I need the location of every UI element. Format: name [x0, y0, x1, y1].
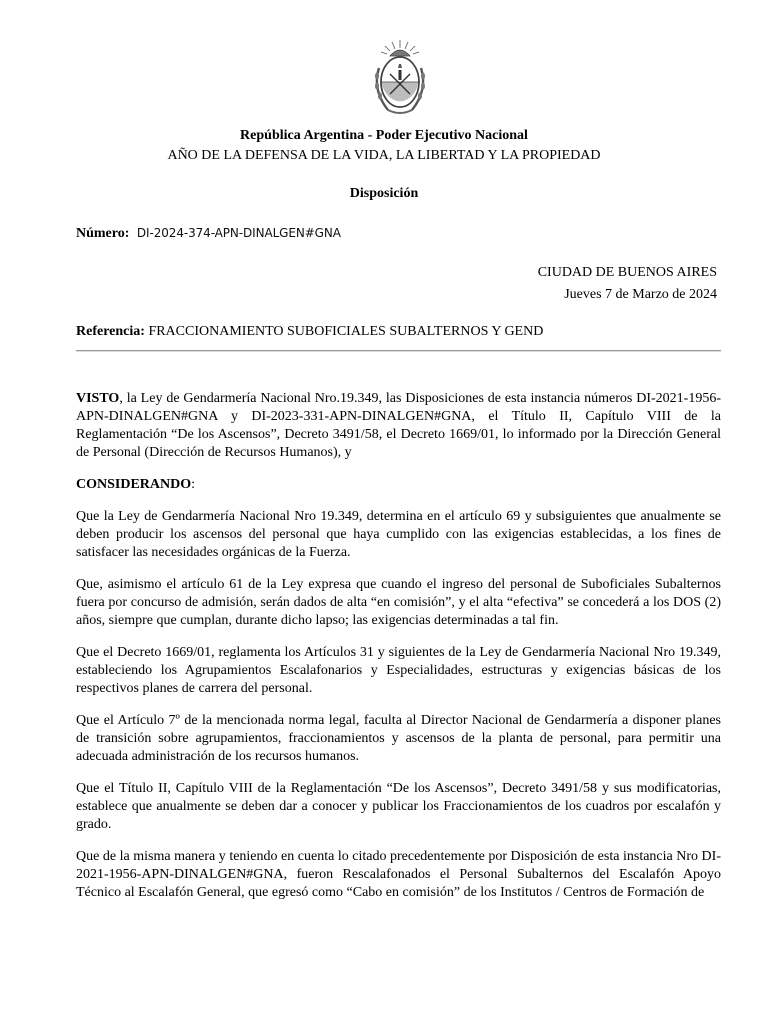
visto-paragraph — [76, 390, 721, 462]
considerando-heading — [76, 476, 721, 494]
document-type: Disposición — [349, 186, 419, 201]
paragraph: Que la Ley de Gendarmería Nacional Nro 19.349, determina en el artículo 69 y subsiguientes que anualmente se deben producir los ascensos del personal que haya cumplido con las exigencias establecidas, a los fines de satisfacer las necesidades orgánicas de la Fuerza. — [76, 509, 721, 560]
document-number-value: DI-2024-374-APN-DINALGEN#GNA — [136, 226, 341, 240]
visto-lead: VISTO — [76, 391, 120, 406]
document-number — [76, 224, 341, 243]
document-date: Jueves 7 de Marzo de 2024 — [564, 287, 717, 302]
paragraph: Que el Decreto 1669/01, reglamenta los Artículos 31 y siguientes de la Ley de Gendarmería Nacional Nro 19.349, estableciendo los Agrupamientos Escalafonarios y Especialidades, estructuras y exigencias básicas de los respectivos planes de carrera del personal. — [76, 645, 721, 696]
national-coat-of-arms-icon — [368, 38, 432, 120]
document-number-label: Número: — [76, 226, 130, 241]
considerando-lead: CONSIDERANDO — [76, 477, 192, 492]
year-motto: AÑO DE LA DEFENSA DE LA VIDA, LA LIBERTAD Y LA PROPIEDAD — [167, 148, 601, 163]
paragraph: Que el Artículo 7º de la mencionada norma legal, faculta al Director Nacional de Gendarmería a disponer planes de transición sobre agrupamientos, fraccionamientos y ascensos de la planta de personal, para permitir una adecuada administración de los recursos humanos. — [76, 713, 721, 764]
reference-label: Referencia: — [76, 324, 145, 339]
visto-text: , la Ley de Gendarmería Nacional Nro.19.349, las Disposiciones de esta instancia números DI-2021-1956-APN-DINALGEN#GNA y DI-2023-331-APN-DINALGEN#GNA, el Título II, Capítulo VIII de la Reglamentación “De los Ascensos”, Decreto 3491/58, el Decreto 1669/01, lo informado por la Dirección General de Personal (Dirección de Recursos Humanos), y — [76, 391, 721, 460]
paragraph: Que el Título II, Capítulo VIII de la Reglamentación “De los Ascensos”, Decreto 3491/58 y sus modificatorias, establece que anualmente se deben dar a conocer y publicar los Fraccionamientos de los cuadros por escalafón y grado. — [76, 781, 721, 832]
city: CIUDAD DE BUENOS AIRES — [537, 265, 717, 280]
header-divider — [76, 350, 721, 352]
paragraph: Que de la misma manera y teniendo en cuenta lo citado precedentemente por Disposición de esta instancia Nro DI-2021-1956-APN-DINALGEN#GNA, fueron Rescalafonados el Personal Subalternos del Escalafón Apoyo Técnico al Escalafón General, que egresó como “Cabo en comisión” de los Institutos / Centros de Formación de — [76, 849, 721, 900]
considerando-colon: : — [191, 477, 196, 492]
government-title: República Argentina - Poder Ejecutivo Nacional — [240, 128, 528, 143]
reference — [76, 323, 543, 341]
document-body — [76, 390, 721, 902]
paragraph: Que, asimismo el artículo 61 de la Ley expresa que cuando el ingreso del personal de Suboficiales Subalternos fuera por concurso de admisión, serán dados de alta “en comisión”, y el alta “efectiva” se concederá a los DOS (2) años, siempre que cumplan, durante dicho lapso; las exigencias determinadas a tal fin. — [76, 577, 721, 628]
reference-value: FRACCIONAMIENTO SUBOFICIALES SUBALTERNOS Y GEND — [148, 324, 544, 339]
